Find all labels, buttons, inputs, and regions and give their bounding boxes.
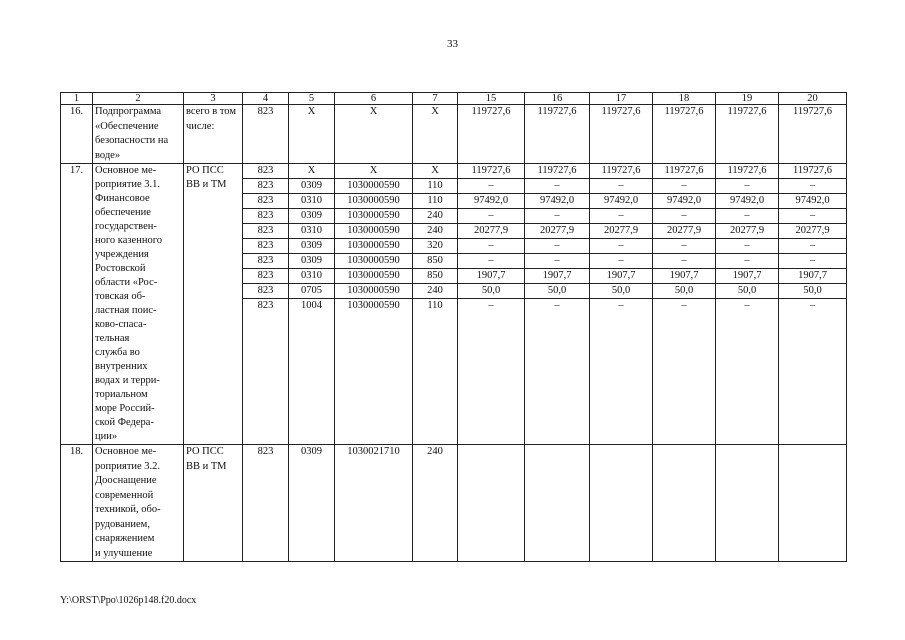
budget-code: 110 bbox=[413, 299, 458, 445]
budget-code: X bbox=[413, 164, 458, 179]
amount: 119727,6 bbox=[590, 105, 653, 164]
amount: – bbox=[716, 254, 779, 269]
amount: 119727,6 bbox=[525, 105, 590, 164]
budget-code: 823 bbox=[243, 179, 289, 194]
executor: РО ПСС ВВ и ТМ bbox=[184, 164, 243, 445]
row-number: 18. bbox=[61, 445, 93, 562]
budget-code: 240 bbox=[413, 445, 458, 562]
amount: – bbox=[779, 239, 847, 254]
amount: 119727,6 bbox=[653, 164, 716, 179]
amount: 50,0 bbox=[525, 284, 590, 299]
amount: – bbox=[653, 254, 716, 269]
budget-code: 850 bbox=[413, 254, 458, 269]
amount: – bbox=[458, 299, 525, 445]
column-header: 7 bbox=[413, 93, 458, 105]
amount: – bbox=[779, 254, 847, 269]
budget-code: 1030000590 bbox=[335, 179, 413, 194]
amount: – bbox=[525, 299, 590, 445]
column-header: 6 bbox=[335, 93, 413, 105]
budget-code: X bbox=[289, 164, 335, 179]
amount: 1907,7 bbox=[458, 269, 525, 284]
amount: 97492,0 bbox=[779, 194, 847, 209]
budget-code: 0309 bbox=[289, 445, 335, 562]
budget-code: X bbox=[335, 164, 413, 179]
amount: 50,0 bbox=[779, 284, 847, 299]
column-header: 5 bbox=[289, 93, 335, 105]
amount: 97492,0 bbox=[716, 194, 779, 209]
amount: 119727,6 bbox=[525, 164, 590, 179]
budget-code: 1030000590 bbox=[335, 209, 413, 224]
amount: 119727,6 bbox=[653, 105, 716, 164]
budget-code: 110 bbox=[413, 194, 458, 209]
amount bbox=[525, 445, 590, 562]
budget-code: 0309 bbox=[289, 239, 335, 254]
budget-code: 850 bbox=[413, 269, 458, 284]
column-header: 4 bbox=[243, 93, 289, 105]
row-17-line bbox=[61, 164, 847, 179]
budget-code: 0705 bbox=[289, 284, 335, 299]
amount: – bbox=[590, 239, 653, 254]
amount: – bbox=[779, 179, 847, 194]
amount: 119727,6 bbox=[458, 164, 525, 179]
amount bbox=[716, 445, 779, 562]
executor: РО ПСС ВВ и ТМ bbox=[184, 445, 243, 562]
column-header: 3 bbox=[184, 93, 243, 105]
executor: всего в том числе: bbox=[184, 105, 243, 164]
budget-code: 1030000590 bbox=[335, 299, 413, 445]
budget-code: 320 bbox=[413, 239, 458, 254]
amount: 50,0 bbox=[653, 284, 716, 299]
budget-code: 823 bbox=[243, 254, 289, 269]
amount: 119727,6 bbox=[590, 164, 653, 179]
budget-code: 1004 bbox=[289, 299, 335, 445]
budget-code: 823 bbox=[243, 209, 289, 224]
amount: 20277,9 bbox=[779, 224, 847, 239]
amount: – bbox=[458, 179, 525, 194]
amount: – bbox=[716, 209, 779, 224]
budget-code: 0310 bbox=[289, 224, 335, 239]
amount: 97492,0 bbox=[458, 194, 525, 209]
budget-code: 823 bbox=[243, 194, 289, 209]
amount: – bbox=[716, 179, 779, 194]
budget-code: 823 bbox=[243, 269, 289, 284]
amount: – bbox=[653, 299, 716, 445]
budget-code: 823 bbox=[243, 164, 289, 179]
measure-name: Основное ме- роприятие 3.1. Финансовое обеспечение государствен- ного казенного учреждения Ростовской области «Рос- товская об- ластная поис- ково-спаса- тельная служба во внутренних водах и терри- ториальном море Россий- ской Федера- ции» bbox=[93, 164, 184, 445]
row-number: 16. bbox=[61, 105, 93, 164]
amount: 1907,7 bbox=[716, 269, 779, 284]
budget-code: 823 bbox=[243, 299, 289, 445]
amount: 119727,6 bbox=[716, 105, 779, 164]
budget-code: X bbox=[413, 105, 458, 164]
row-number: 17. bbox=[61, 164, 93, 445]
budget-code: 823 bbox=[243, 224, 289, 239]
amount: – bbox=[525, 239, 590, 254]
amount: 119727,6 bbox=[458, 105, 525, 164]
amount: – bbox=[590, 254, 653, 269]
row-16 bbox=[61, 105, 847, 164]
amount: 97492,0 bbox=[590, 194, 653, 209]
column-header: 2 bbox=[93, 93, 184, 105]
budget-table bbox=[60, 92, 847, 562]
amount: – bbox=[716, 239, 779, 254]
budget-code: 1030000590 bbox=[335, 224, 413, 239]
amount: 50,0 bbox=[716, 284, 779, 299]
budget-code: 240 bbox=[413, 209, 458, 224]
budget-code: 1030000590 bbox=[335, 239, 413, 254]
amount: 50,0 bbox=[590, 284, 653, 299]
amount: – bbox=[779, 209, 847, 224]
amount: – bbox=[525, 179, 590, 194]
budget-code: 0310 bbox=[289, 194, 335, 209]
budget-code: 1030000590 bbox=[335, 194, 413, 209]
amount bbox=[779, 445, 847, 562]
amount: 20277,9 bbox=[525, 224, 590, 239]
column-header: 17 bbox=[590, 93, 653, 105]
amount: 20277,9 bbox=[716, 224, 779, 239]
amount: 20277,9 bbox=[458, 224, 525, 239]
amount: 20277,9 bbox=[590, 224, 653, 239]
amount: – bbox=[590, 179, 653, 194]
budget-code: 0309 bbox=[289, 179, 335, 194]
page-number: 33 bbox=[447, 38, 458, 50]
amount: – bbox=[525, 254, 590, 269]
amount bbox=[653, 445, 716, 562]
amount: – bbox=[653, 179, 716, 194]
amount: – bbox=[653, 239, 716, 254]
column-header: 15 bbox=[458, 93, 525, 105]
column-header: 1 bbox=[61, 93, 93, 105]
budget-code: 240 bbox=[413, 224, 458, 239]
amount: 97492,0 bbox=[525, 194, 590, 209]
column-header: 16 bbox=[525, 93, 590, 105]
budget-code: 0309 bbox=[289, 254, 335, 269]
amount bbox=[458, 445, 525, 562]
amount: 1907,7 bbox=[525, 269, 590, 284]
amount: 50,0 bbox=[458, 284, 525, 299]
amount: – bbox=[653, 209, 716, 224]
amount: 119727,6 bbox=[716, 164, 779, 179]
column-header: 19 bbox=[716, 93, 779, 105]
amount: – bbox=[458, 254, 525, 269]
budget-code: X bbox=[289, 105, 335, 164]
row-18 bbox=[61, 445, 847, 562]
budget-code: 1030021710 bbox=[335, 445, 413, 562]
budget-code: 240 bbox=[413, 284, 458, 299]
budget-code: 823 bbox=[243, 105, 289, 164]
amount: 1907,7 bbox=[653, 269, 716, 284]
amount bbox=[590, 445, 653, 562]
column-header: 20 bbox=[779, 93, 847, 105]
amount: 1907,7 bbox=[779, 269, 847, 284]
amount: – bbox=[590, 299, 653, 445]
amount: 97492,0 bbox=[653, 194, 716, 209]
amount: 119727,6 bbox=[779, 164, 847, 179]
amount: – bbox=[779, 299, 847, 445]
measure-name: Подпрограмма «Обеспечение безопасности на воде» bbox=[93, 105, 184, 164]
column-header: 18 bbox=[653, 93, 716, 105]
budget-code: 823 bbox=[243, 239, 289, 254]
budget-code: 1030000590 bbox=[335, 254, 413, 269]
amount: – bbox=[716, 299, 779, 445]
budget-code: 1030000590 bbox=[335, 284, 413, 299]
amount: – bbox=[458, 209, 525, 224]
budget-code: 0309 bbox=[289, 209, 335, 224]
file-path-footer: Y:\ORST\Ppo\1026p148.f20.docx bbox=[60, 595, 197, 606]
budget-code: 823 bbox=[243, 445, 289, 562]
budget-code: 0310 bbox=[289, 269, 335, 284]
amount: 1907,7 bbox=[590, 269, 653, 284]
amount: – bbox=[525, 209, 590, 224]
budget-code: 110 bbox=[413, 179, 458, 194]
amount: 20277,9 bbox=[653, 224, 716, 239]
budget-code: 1030000590 bbox=[335, 269, 413, 284]
amount: – bbox=[590, 209, 653, 224]
amount: 119727,6 bbox=[779, 105, 847, 164]
header-row bbox=[61, 93, 847, 105]
budget-code: X bbox=[335, 105, 413, 164]
budget-code: 823 bbox=[243, 284, 289, 299]
amount: – bbox=[458, 239, 525, 254]
measure-name: Основное ме- роприятие 3.2. Дооснащение современной техникой, обо- рудованием, снаряжением и улучшение bbox=[93, 445, 184, 562]
